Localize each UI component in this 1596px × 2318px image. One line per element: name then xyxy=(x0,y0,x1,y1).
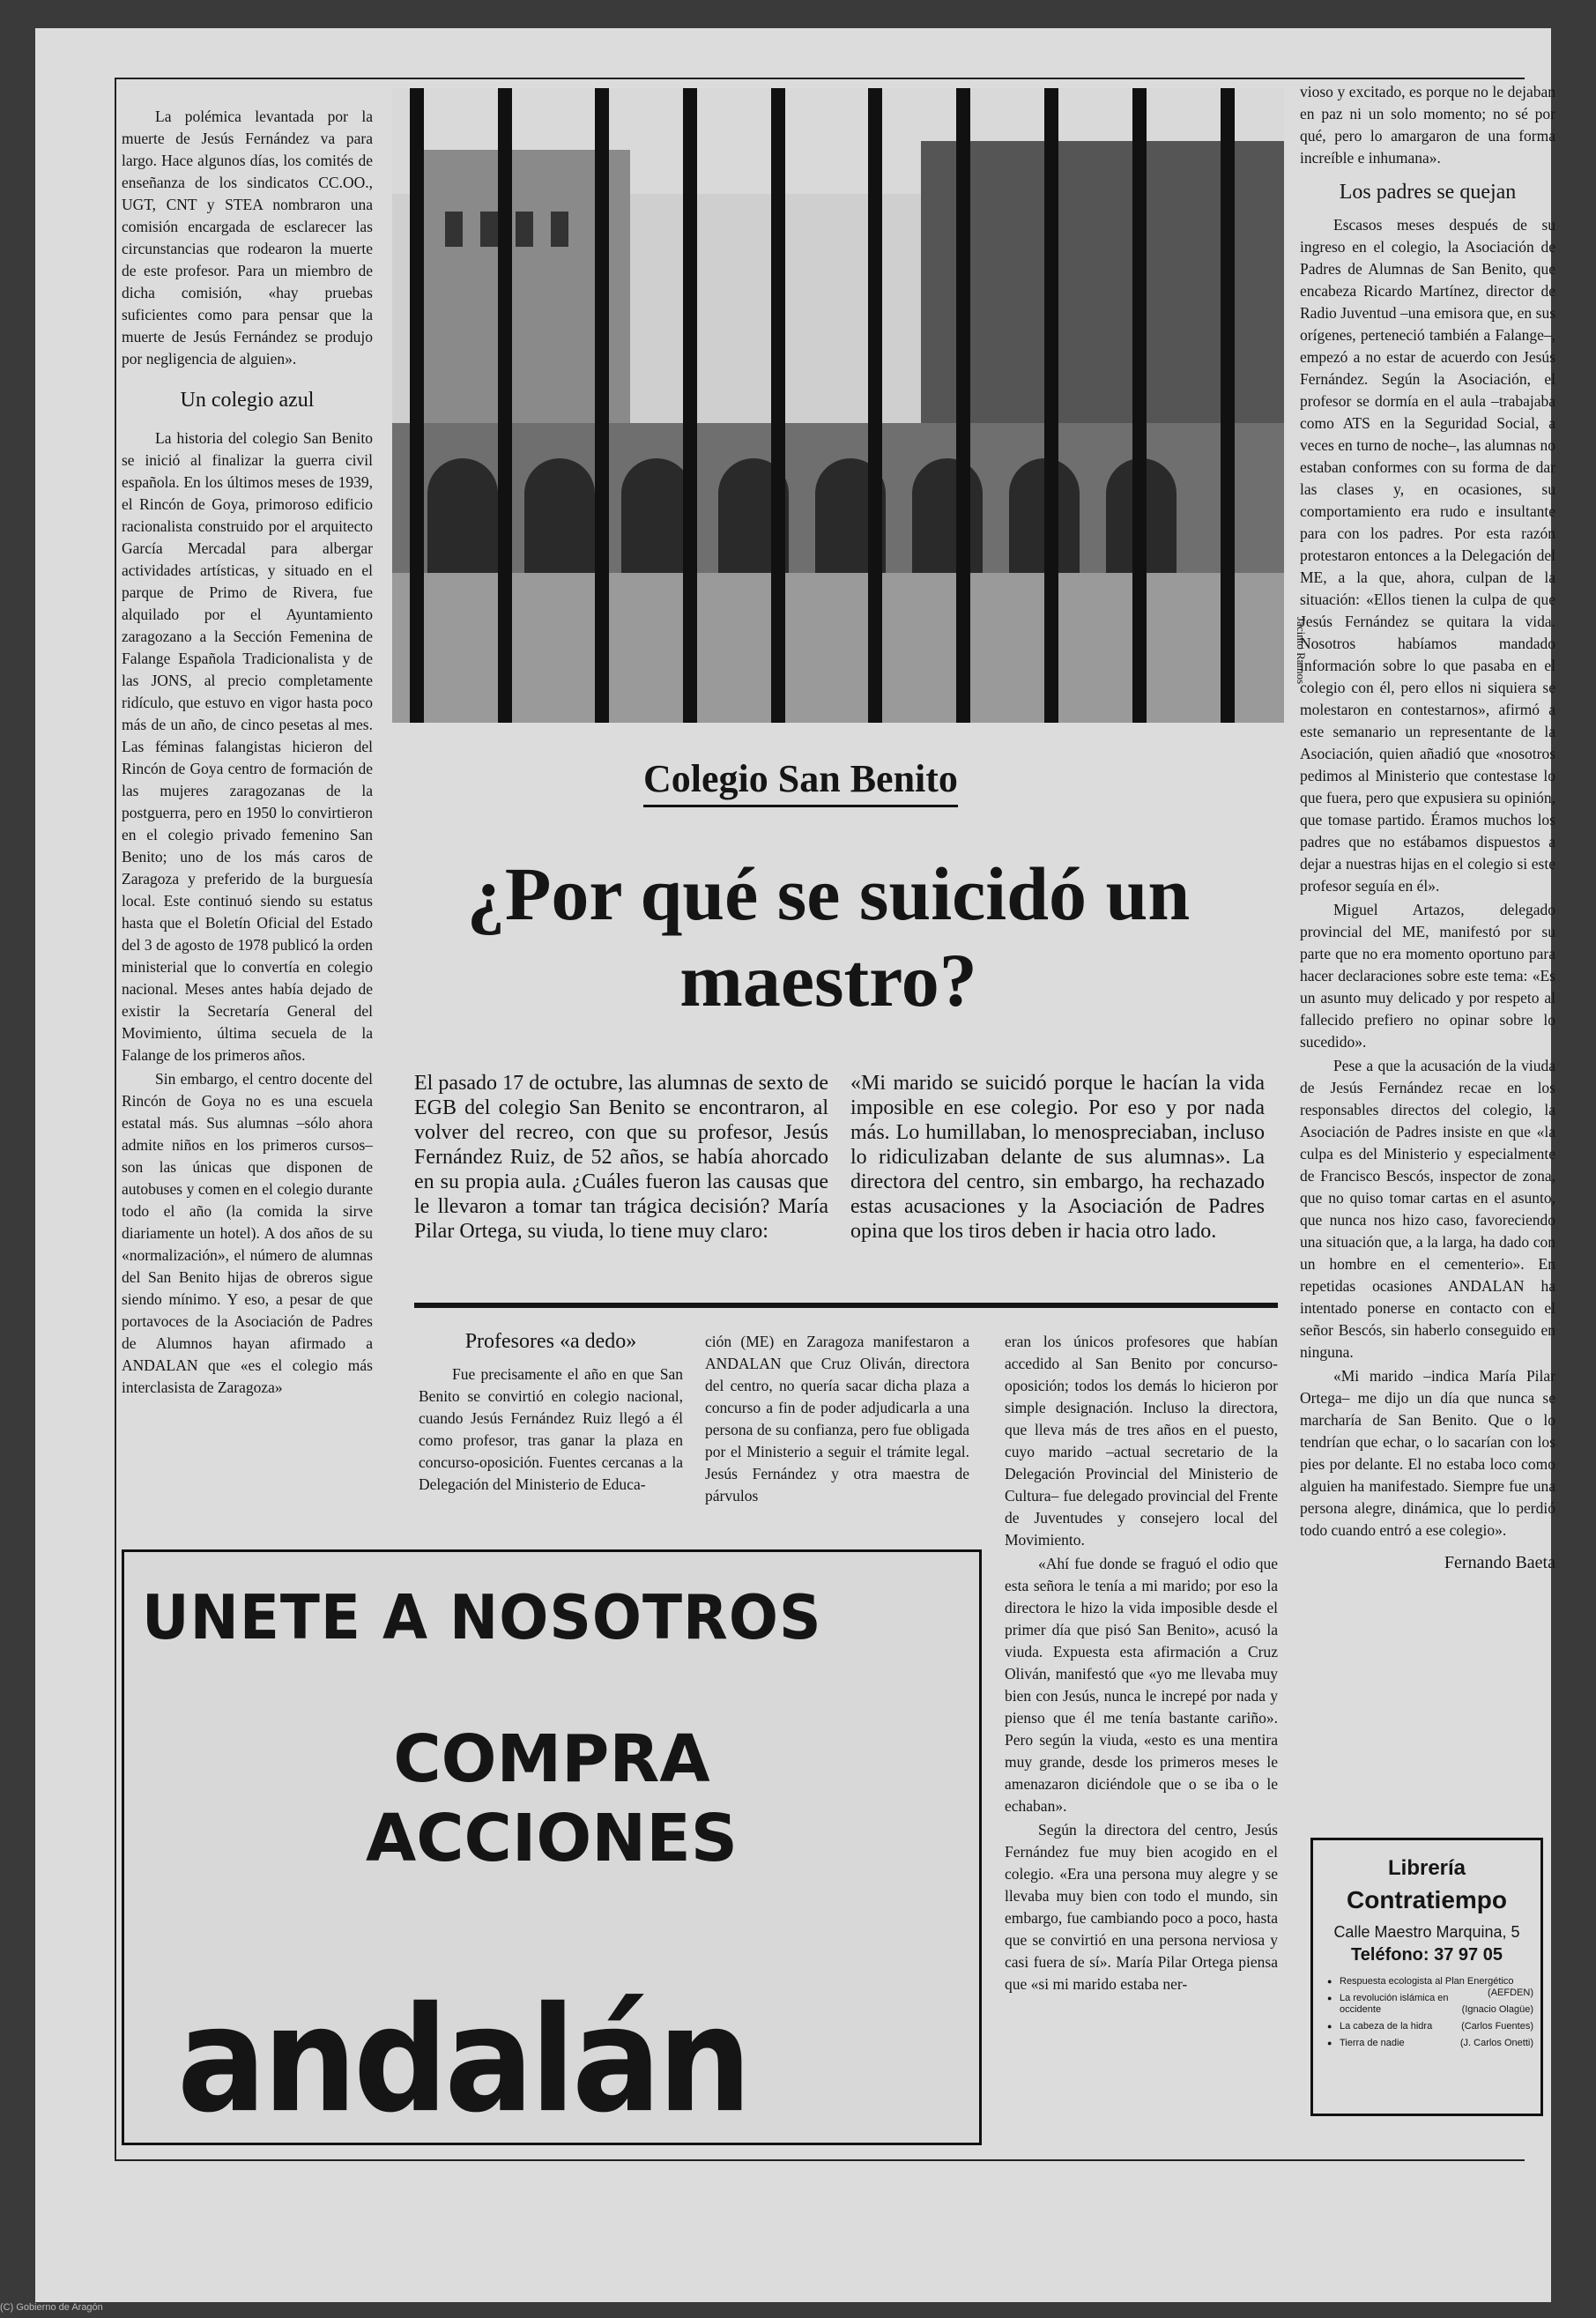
ad-callout xyxy=(124,1720,979,1878)
book-title: La cabeza de la hidra xyxy=(1340,2021,1433,2032)
bookstore-ad xyxy=(1310,1838,1543,2116)
body-paragraph: Escasos meses después de su ingreso en el colegio, la Asociación de Padres de Alumnas de San Benito, que encabeza Ricardo Martínez, director de Radio Juventud –una emisora que, en sus orígenes, perteneció también a Falange–, empezó a no estar de acuerdo con Jesús Fernández. Según la Asociación, el profesor se dormía en el aula –trabajaba como ATS en la Seguridad Social, a veces en turno de noche–, las alumnas no estaban conformes con su forma de dar las clases y, en ocasiones, su comportamiento era rudo e insultante para con los padres. Por esta razón protestaron entonces a la Delegación del ME, a la que, ahora, culpan de la situación: «Ellos tienen la culpa de que Jesús Fernández se quitara la vida. Nosotros habíamos mandado información sobre lo que pasaba en el colegio con él, pero ellos ni siquiera se molestaron en contestarnos», afirmó a este semanario un representante de la Asociación, quien añadió que «nosotros pedimos al Ministerio que contestase lo que fuera, pero que expusiera su opinión, que tomase partido. Éramos muchos los padres que no estábamos dispuestos a dejar a nuestras hijas en el colegio si este profesor seguía en él». xyxy=(1300,216,1555,895)
section-heading: Los padres se quejan xyxy=(1339,181,1517,204)
body-paragraph: «Mi marido –indica María Pilar Ortega– me dijo un día que nunca se marcharía de San Benito. Que o lo tendrían que echar, o lo sacarían con los pies por delante. El no estaba loco como alguien ha manifestado. Siempre fue una persona alegre, dinámica, que lo perdió todo cuando entró a ese colegio». xyxy=(1300,1367,1555,1539)
book-item xyxy=(1327,2038,1533,2049)
book-source: (AEFDEN) xyxy=(1488,1987,1533,1998)
ad-callout-line: COMPRA xyxy=(393,1721,710,1797)
lead-paragraph: «Mi marido se suicidó porque le hacían la vida imposible en ese colegio. Por eso y por nada más. Lo humillaban, lo menospreciaban, incluso lo ridiculizaban delante de sus alumnas». La directora del centro, sin embargo, ha rechazado estas acusaciones y la Asociación de Padres opina que los tiros deben ir hacia otro lado. xyxy=(850,1072,1265,1243)
book-source: (J. Carlos Onetti) xyxy=(1459,2038,1533,2048)
photo-credit: Jacinto Ramos xyxy=(1295,617,1308,685)
school-photo xyxy=(392,88,1284,723)
book-title: La revolución islámica en occidente xyxy=(1340,1993,1449,2015)
book-item xyxy=(1327,1976,1533,1998)
ad-callout-line: ACCIONES xyxy=(365,1801,739,1876)
body-paragraph: Fue precisamente el año en que San Benito se convirtió en colegio nacional, cuando Jesús Fernández Ruiz llegó a él como profesor, tras ganar la plaza en concurso-oposición. Fuentes cercanas a la Delegación del Ministerio de Educa- xyxy=(419,1365,683,1493)
body-paragraph: Pese a que la acusación de la viuda de Jesús Fernández recae en los responsables directos del colegio, la Asociación de Padres insiste en que «la culpa es del Ministerio y especialmente de Francisco Bescós, inspector de zona, que no quiso tomar cartas en el asunto, que nunca nos hizo caso, favoreciendo una situación que, a la larga, ha dado con un hombre en el cementerio». En repetidas ocasiones ANDALAN ha intentado ponerse en contacto con el señor Bescós, sin haberlo conseguido en ninguna. xyxy=(1300,1057,1555,1361)
column-b xyxy=(705,1331,969,1507)
andalan-logo: andalán xyxy=(177,1976,749,2145)
intro-paragraph: La polémica levantada por la muerte de Jesús Fernández va para largo. Hace algunos días, los comités de enseñanza de los sindicatos CC.OO., UGT, CNT y STEA nombraron una comisión encargada de esclarecer las circunstancias que rodearon la muerte de este profesor. Para un miembro de dicha comisión, «hay pruebas suficientes como para pensar que la muerte de Jesús Fernández se produjo por negligencia de alguien». xyxy=(122,108,373,368)
body-paragraph: Miguel Artazos, delegado provincial del ME, manifestó por su parte que no era momento oportuno para hacer declaraciones sobre este tema: «Es un asunto muy delicado y por respeto al fallecido prefiero no opinar sobre lo sucedido». xyxy=(1300,901,1555,1051)
section-rule xyxy=(414,1303,1278,1308)
book-item xyxy=(1327,2021,1533,2032)
bookstore-address: Calle Maestro Marquina, 5 xyxy=(1333,1923,1520,1941)
book-item xyxy=(1327,1993,1533,2016)
kicker: Colegio San Benito xyxy=(643,756,958,807)
body-paragraph: eran los únicos profesores que habían accedido al San Benito por concurso-oposición; todos los demás lo hicieron por simple designación. Incluso la directora, que lleva más de tres años en el puesto, cuyo marido –actual secretario de la Delegación Provincial del Ministerio de Cultura– fue delegado provincial del Frente de Juventudes y consejero local del Movimiento. xyxy=(1005,1333,1278,1549)
ad-slogan: UNETE A NOSOTROS xyxy=(142,1582,822,1653)
body-paragraph: Sin embargo, el centro docente del Rincón de Goya no es una escuela estatal más. Sus alumnas –sólo ahora admite niños en los primeros cursos– son las únicas que disponen de autobuses y comen en el colegio durante todo el año (la comida la sirve diariamente un hotel). A dos años de su «normalización», el número de alumnas del San Benito hijas de obreros sigue siendo mínimo. Y eso, a pesar de que portavoces de la Asociación de Padres de Alumnos hayan afirmado a ANDALAN que «es el colegio más interclasista de Zaragoza» xyxy=(122,1070,373,1396)
body-paragraph: «Ahí fue donde se fraguó el odio que esta señora le tenía a mi marido; por eso la directora le hizo la vida imposible desde el primer día que pisó San Benito», acusó la viuda. Expuesta esta afirmación a Cruz Oliván, manifestó que «yo me llevaba muy bien con Jesús, nunca le increpé por nada y pienso que él me tenía bastante cariño». Pero según la viuda, «esto es una mentira muy grande, desde los primeros meses le amenazaron diciéndole que o se iba o le echaban». xyxy=(1005,1555,1278,1815)
book-source: (Ignacio Olagüe) xyxy=(1461,2004,1533,2015)
left-column xyxy=(122,106,373,1399)
bookstore-name: Contratiempo xyxy=(1347,1886,1507,1913)
book-source: (Carlos Fuentes) xyxy=(1461,2021,1533,2032)
body-paragraph: La historia del colegio San Benito se inició al finalizar la guerra civil española. En los últimos meses de 1939, el Rincón de Goya, primoroso edificio racionalista construido por el arquitecto García Mercadal para albergar actividades artísticas, y situado en el parque de Primo de Rivera, fue alquilado por el Ayuntamiento zaragozano a la Sección Femenina de Falange Española Tradicionalista y de las JONS, al precio completamente ridículo, que estuvo en vigor hasta poco más de un año, de cinco pesetas al mes. Las féminas falangistas hicieron del Rincón de Goya centro de formación de las mujeres zaragozanas de la postguerra, pero en 1950 lo convirtieron en el colegio privado femenino San Benito; uno de los más caros de Zaragoza y preferido de la burguesía local. Este continuó siendo su estatus hasta que el Boletín Oficial del Estado del 3 de agosto de 1978 publicó la orden ministerial que lo convertía en colegio nacional. Meses antes había dejado de existir la Secretaría General del Movimiento, última secuela de la Falange de los primeros años. xyxy=(122,429,373,1064)
lead-right xyxy=(850,1071,1265,1244)
headline: ¿Por qué se suicidó un maestro? xyxy=(466,851,1191,1022)
book-title: Tierra de nadie xyxy=(1340,2038,1405,2048)
body-paragraph: Según la directora del centro, Jesús Fernández fue muy bien acogido en el colegio. «Era una persona muy alegre y se llevaba muy bien con todo el mundo, sin embargo, fue cambiando poco a poco, hasta que se convirtió en una persona nerviosa y casi fuera de sí». María Pilar Ortega piensa que «si mi marido estaba ner- xyxy=(1005,1821,1278,1993)
body-paragraph: vioso y excitado, es porque no le dejaban en paz ni un solo momento; no sé por qué, pero lo amargaron de una forma increíble e inhumana». xyxy=(1300,83,1555,167)
book-list xyxy=(1313,1976,1540,2049)
bookstore-phone: Teléfono: 37 97 05 xyxy=(1351,1945,1503,1965)
right-column xyxy=(1300,81,1555,1574)
book-title: Respuesta ecologista al Plan Energético xyxy=(1340,1976,1514,1987)
section-heading: Un colegio azul xyxy=(180,389,315,412)
school-photo-illustration xyxy=(392,88,1284,723)
lead-left xyxy=(414,1071,828,1244)
bookstore-label: Librería xyxy=(1387,1856,1466,1880)
body-paragraph: ción (ME) en Zaragoza manifestaron a ANDALAN que Cruz Oliván, directora del centro, no quería sacar dicha plaza a concurso a fin de poder adjudicarla a una persona de su confianza, pero fue obligada por el Ministerio a seguir el trámite legal. Jesús Fernández y otra maestra de párvulos xyxy=(705,1333,969,1504)
column-c xyxy=(1005,1331,1278,1995)
lead-paragraph: El pasado 17 de octubre, las alumnas de sexto de EGB del colegio San Benito se encontraron, al volver del recreo, con que su profesor, Jesús Fernández Ruiz, de 52 años, se había ahorcado en su propia aula. ¿Cuáles fueron las causas que le llevaron a tomar tan trágica decisión? María Pilar Ortega, su viuda, lo tiene muy claro: xyxy=(414,1072,828,1243)
section-heading: Profesores «a dedo» xyxy=(464,1330,637,1353)
author-signature: Fernando Baeta xyxy=(1444,1553,1555,1572)
copyright-footer: (C) Gobierno de Aragón xyxy=(0,2302,103,2313)
column-a xyxy=(419,1331,683,1496)
advertisement xyxy=(122,1549,982,2145)
